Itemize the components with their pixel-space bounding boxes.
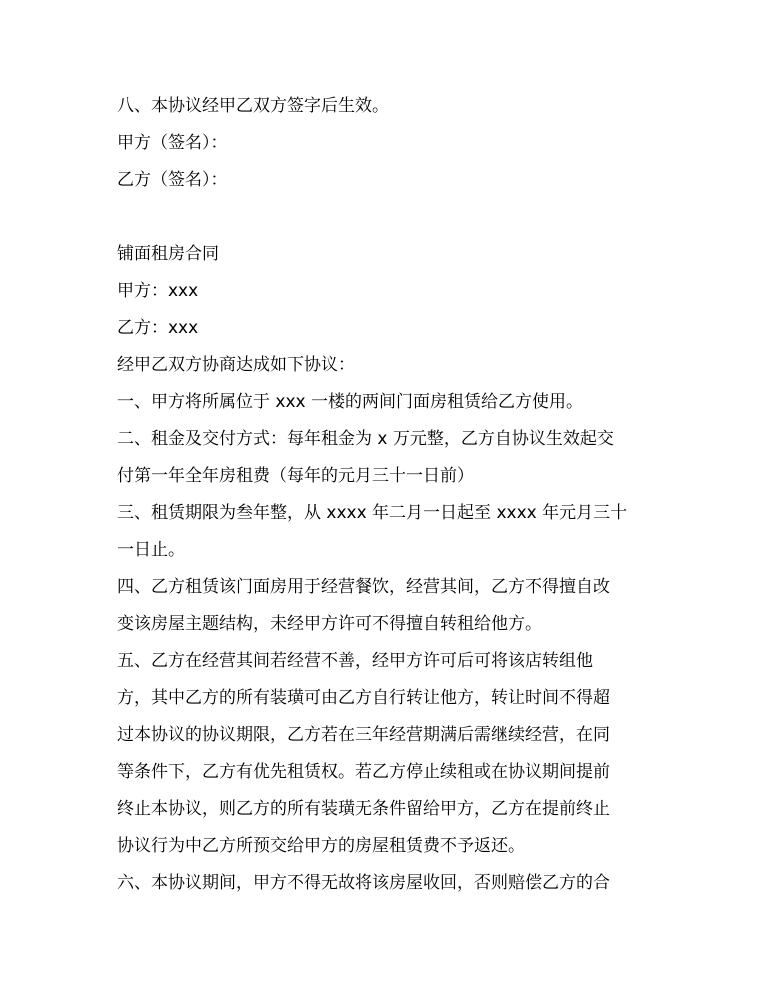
- clause-5-line-5: 终止本协议，则乙方的所有装璜无条件留给甲方，乙方在提前终止: [117, 799, 610, 819]
- clause-8: 八、本协议经甲乙双方签字后生效。: [117, 96, 389, 116]
- clause-4-line-2: 变该房屋主题结构，未经甲方许可不得擅自转租给他方。: [117, 614, 542, 634]
- clause-2-line-1: 二、租金及交付方式：每年租金为 x 万元整，乙方自协议生效起交: [117, 429, 614, 449]
- document-body: [117, 88, 649, 902]
- clause-5-line-3: 过本协议的协议期限，乙方若在三年经营期满后需继续经营，在同: [117, 725, 610, 745]
- clause-6-line-1: 六、本协议期间，甲方不得无故将该房屋收回，否则赔偿乙方的合: [117, 873, 610, 893]
- section-spacer: [117, 199, 649, 236]
- agreement-intro: 经甲乙双方协商达成如下协议：: [117, 355, 355, 375]
- clause-5-line-4: 等条件下，乙方有优先租赁权。若乙方停止续租或在协议期间提前: [117, 762, 610, 782]
- clause-4-line-1: 四、乙方租赁该门面房用于经营餐饮，经营其间，乙方不得擅自改: [117, 577, 610, 597]
- clause-3-line-2: 一日止。: [117, 540, 185, 560]
- party-b-signature-line: 乙方（签名）：: [117, 170, 228, 190]
- clause-5-line-1: 五、乙方在经营其间若经营不善，经甲方许可后可将该店转组他: [117, 651, 593, 671]
- clause-2-line-2: 付第一年全年房租费（每年的元月三十一日前）: [117, 466, 474, 486]
- contract-title: 铺面租房合同: [117, 244, 219, 264]
- party-a-line: 甲方：xxx: [117, 281, 199, 301]
- clause-5-line-2: 方，其中乙方的所有装璜可由乙方自行转让他方，转让时间不得超: [117, 688, 610, 708]
- party-b-line: 乙方：xxx: [117, 318, 199, 338]
- party-a-signature-line: 甲方（签名）：: [117, 133, 228, 153]
- clause-3-line-1: 三、租赁期限为叁年整，从 xxxx 年二月一日起至 xxxx 年元月三十: [117, 503, 628, 523]
- clause-5-line-6: 协议行为中乙方所预交给甲方的房屋租赁费不予返还。: [117, 836, 525, 856]
- clause-1: 一、甲方将所属位于 xxx 一楼的两间门面房租赁给乙方使用。: [117, 392, 583, 412]
